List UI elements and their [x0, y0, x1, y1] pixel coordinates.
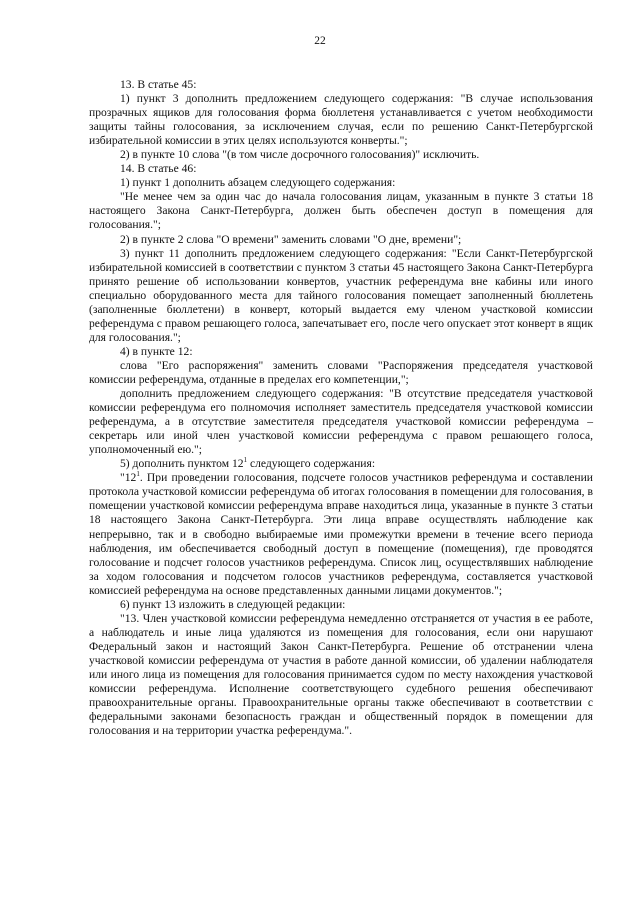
paragraph: 14. В статье 46:	[120, 162, 197, 176]
paragraph: слова "Его распоряжения" заменить словами "Распоряжения председателя участковой комиссии референдума, отданные в пределах его компетенции,";	[89, 358, 593, 386]
paragraph: 3) пункт 11 дополнить предложением следующего содержания: "Если Санкт-Петербургской избирательной комиссией в соответствии с пунктом 3 статьи 45 настоящего Закона Санкт-Петербурга принято решение об использовании конвертов, участник референдума вне кабины или иного специально оборудованного места для тайного голосования помещает заполненный бюллетень (заполненные бюллетени) в конверт, который выдается ему членом участковой комиссии референдума с правом решающего голоса, запечатывает его, после чего опускает этот конверт в ящик для голосования.";	[89, 246, 593, 344]
paragraph: 5) дополнить пунктом $12^1$ следующего содержания:	[120, 456, 376, 471]
paragraph: 1) пункт 1 дополнить абзацем следующего содержания:	[120, 176, 396, 190]
paragraph: 6) пункт 13 изложить в следующей редакции:	[120, 597, 346, 611]
paragraph: 4) в пункте 12:	[120, 344, 193, 358]
paragraph: 2) в пункте 2 слова "О времени" заменить словами "О дне, времени";	[120, 232, 462, 246]
superscript: 1	[243, 456, 248, 465]
superscript: 1	[136, 470, 140, 479]
document-body	[89, 78, 593, 738]
paragraph: "13. Член участковой комиссии референдума немедленно отстраняется от участия в ее работе, а наблюдатель и иные лица удаляются из помещения для голосования, если они нарушают Федеральный закон и настоящий Закон Санкт-Петербурга. Решение об отстранении члена участковой комиссии референдума от участия в работе данной комиссии, об удалении наблюдателя или иного лица из помещения для голосования принимается судом по месту нахождения участковой комиссии референдума. Исполнение соответствующего судебного решения обеспечивают правоохранительные органы. Правоохранительные органы также обеспечивают в соответствии с федеральными законами безопасность граждан и общественный порядок в помещении для голосования и на территории участка референдума.".	[89, 611, 593, 738]
paragraph: "Не менее чем за один час до начала голосования лицам, указанным в пункте 3 статьи 18 настоящего Закона Санкт-Петербурга, должен быть обеспечен доступ в помещения для голосования.";	[89, 190, 593, 232]
paragraph: 1) пункт 3 дополнить предложением следующего содержания: "В случае использования прозрачных ящиков для голосования форма бюллетеня устанавливается с учетом необходимости защиты тайны голосования, за исключением случая, если по решению Санкт-Петербургской избирательной комиссии в этих целях используются конверты.";	[89, 92, 593, 148]
paragraph: "$12^1$. При проведении голосования, подсчете голосов участников референдума и составлении протокола участковой комиссии референдума об итогах голосования в помещении для голосования, в помещении участковой комиссии референдума вправе находиться лица, указанные в пункте 3 статьи 18 настоящего Закона Санкт-Петербурга. Эти лица вправе осуществлять наблюдение как непрерывно, так и в свободно выбираемые ими промежутки времени в течение всего периода наблюдения, им обеспечивается свободный доступ в помещение (помещения), где проводятся голосование и подсчет голосов участников референдума. Список лиц, осуществлявших наблюдение за ходом голосования и подсчетом голосов участников референдума, составляется участковой комиссией референдума на основе представленных данными лицами документов.";	[89, 470, 593, 597]
page-number: 22	[314, 35, 326, 47]
paragraph: дополнить предложением следующего содержания: "В отсутствие председателя участковой комиссии референдума его полномочия исполняет заместитель председателя участковой комиссии референдума, а в отсутствие заместителя председателя участковой комиссии референдума – секретарь или иной член участковой комиссии референдума с правом решающего голоса, уполномоченный ею.";	[89, 387, 593, 457]
paragraph: 13. В статье 45:	[120, 78, 197, 91]
paragraph: 2) в пункте 10 слова "(в том числе досрочного голосования)" исключить.	[120, 148, 480, 162]
